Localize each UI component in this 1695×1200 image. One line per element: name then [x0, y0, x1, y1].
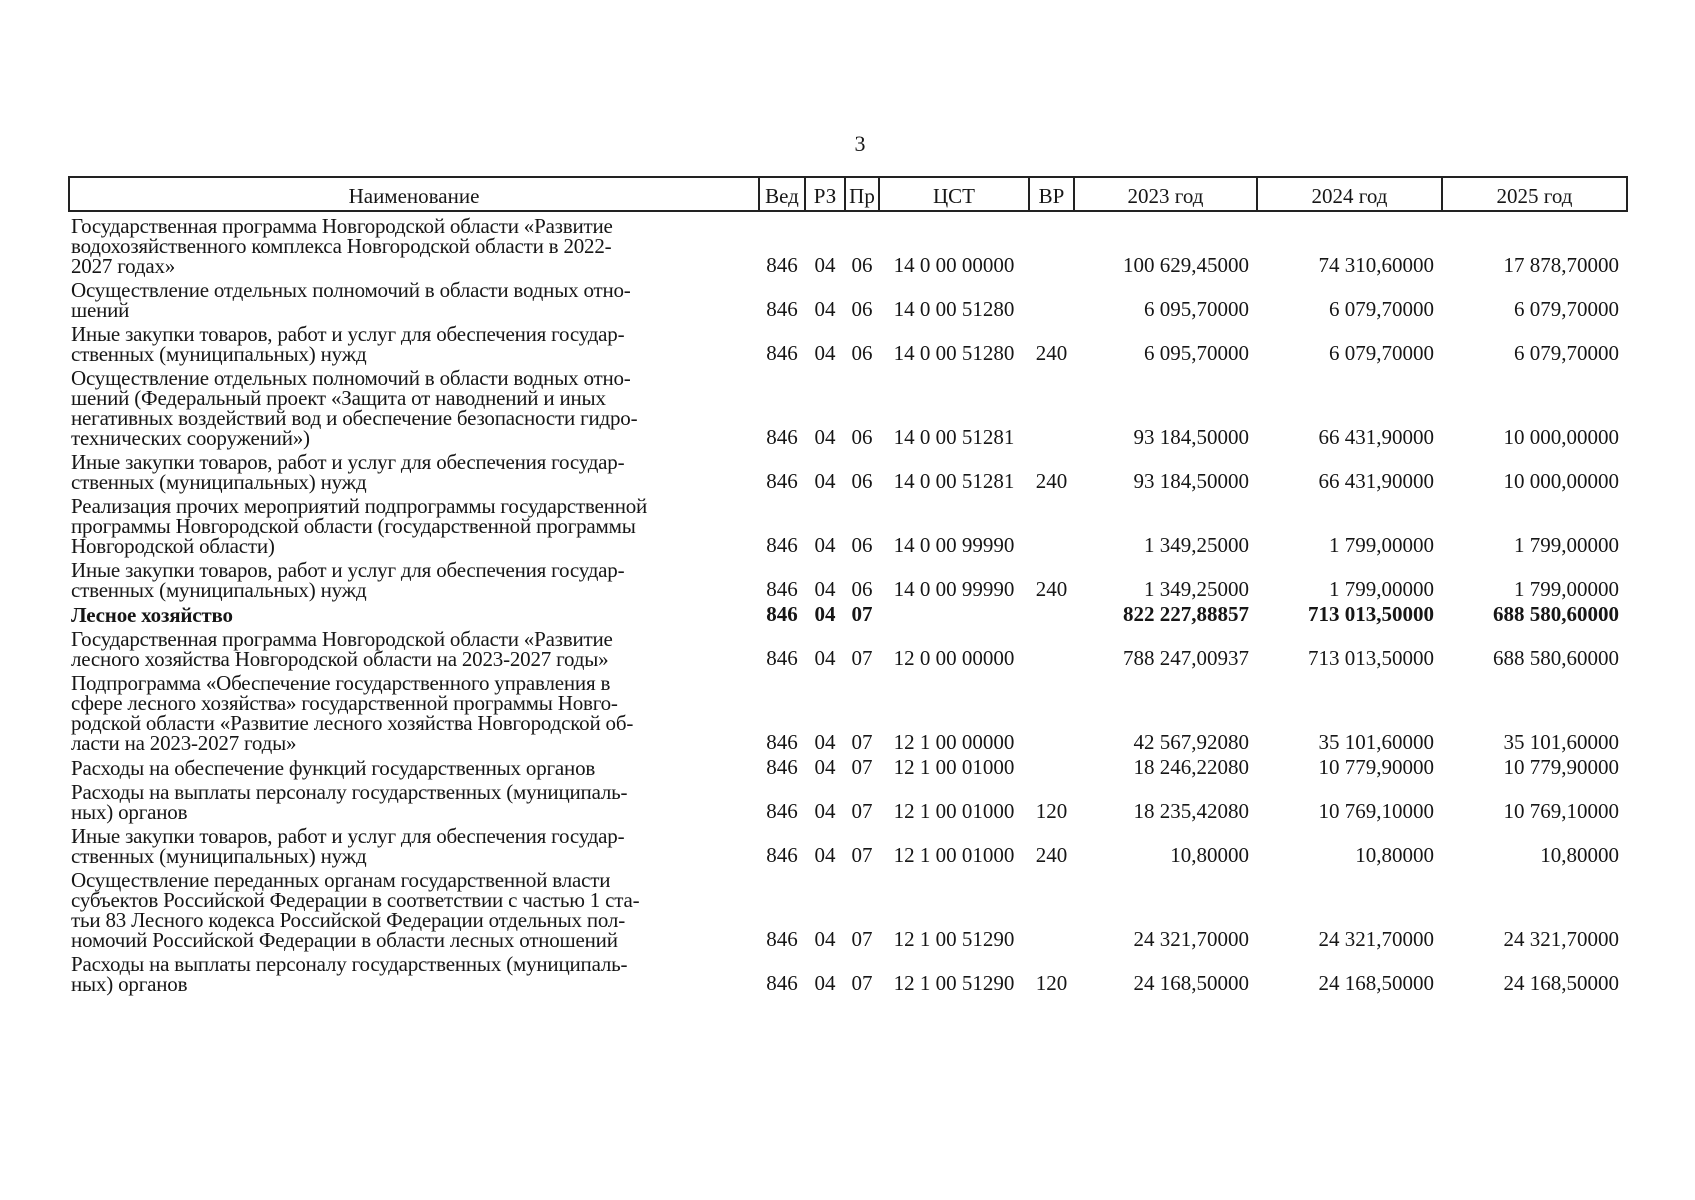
header-rz: РЗ	[805, 177, 845, 211]
cell-2024: 713 013,50000	[1308, 646, 1434, 670]
row-name-line: Иные закупки товаров, работ и услуг для обеспечения государ-	[71, 450, 625, 474]
row-name	[69, 600, 759, 625]
cell-2024: 6 079,70000	[1329, 341, 1434, 365]
cell-rz: 04	[814, 297, 836, 321]
cell-pr: 07	[851, 602, 873, 626]
row-name-line: программы Новгородской области (государственной программы	[71, 514, 636, 538]
cell-2025: 10,80000	[1540, 843, 1619, 867]
cell-2023: 6 095,70000	[1144, 297, 1249, 321]
row-name-line: Новгородской области)	[71, 534, 275, 558]
cell-2023: 24 321,70000	[1133, 927, 1249, 951]
cell-ved: 846	[766, 533, 798, 557]
row-name-line: ных) органов	[71, 800, 188, 824]
cell-2023: 18 235,42080	[1133, 799, 1249, 823]
cell-ved: 846	[766, 799, 798, 823]
cell-cst: 14 0 00 99990	[893, 533, 1015, 557]
table-row	[69, 211, 1627, 276]
cell-2025: 10 000,00000	[1503, 469, 1619, 493]
row-name-line: Государственная программа Новгородской области «Развитие	[71, 214, 613, 238]
cell-2023: 24 168,50000	[1133, 971, 1249, 995]
cell-ved: 846	[766, 469, 798, 493]
header-2024: 2024 год	[1257, 177, 1442, 211]
cell-rz: 04	[814, 730, 836, 754]
cell-2025: 6 079,70000	[1514, 341, 1619, 365]
cell-pr: 06	[851, 297, 873, 321]
cell-rz: 04	[814, 602, 836, 626]
row-name-line: номочий Российской Федерации в области лесных отношений	[71, 928, 618, 952]
cell-2025: 1 799,00000	[1514, 533, 1619, 557]
cell-vr	[1029, 600, 1074, 625]
cell-2023: 42 567,92080	[1133, 730, 1249, 754]
header-vr: ВР	[1029, 177, 1074, 211]
row-name-line: сфере лесного хозяйства» государственной программы Новго-	[71, 691, 618, 715]
cell-2023: 1 349,25000	[1144, 577, 1249, 601]
budget-table	[68, 176, 1628, 994]
cell-2024: 24 321,70000	[1318, 927, 1434, 951]
cell-vr: 240	[1035, 577, 1068, 601]
header-pr: Пр	[845, 177, 879, 211]
cell-cst: 12 1 00 01000	[893, 843, 1015, 867]
cell-2023: 10,80000	[1170, 843, 1249, 867]
page-number: 3	[854, 131, 866, 156]
row-name-line: Иные закупки товаров, работ и услуг для обеспечения государ-	[71, 558, 625, 582]
cell-pr: 07	[851, 755, 873, 779]
row-name-line: Осуществление отдельных полномочий в области водных отно-	[71, 366, 631, 390]
row-name-line: ственных (муниципальных) нужд	[71, 578, 367, 602]
row-name	[69, 669, 759, 753]
cell-2025: 688 580,60000	[1493, 602, 1619, 626]
cell-2025: 6 079,70000	[1514, 297, 1619, 321]
row-name-line: ласти на 2023-2027 годы»	[71, 731, 297, 755]
cell-ved: 846	[766, 341, 798, 365]
cell-cst: 14 0 00 51281	[893, 469, 1015, 493]
cell-2024: 10 769,10000	[1318, 799, 1434, 823]
cell-2024: 74 310,60000	[1318, 253, 1434, 277]
row-name	[69, 320, 759, 364]
cell-2023: 1 349,25000	[1144, 533, 1249, 557]
cell-cst: 14 0 00 51280	[893, 297, 1015, 321]
cell-rz: 04	[814, 799, 836, 823]
row-name	[69, 364, 759, 448]
cell-vr	[1029, 211, 1074, 276]
cell-rz: 04	[814, 469, 836, 493]
cell-rz: 04	[814, 253, 836, 277]
cell-pr: 06	[851, 577, 873, 601]
row-name-line: Осуществление переданных органам государственной власти	[71, 868, 611, 892]
cell-2025: 10 769,10000	[1503, 799, 1619, 823]
cell-2023: 788 247,00937	[1123, 646, 1249, 670]
row-name-line: Подпрограмма «Обеспечение государственного управления в	[71, 671, 611, 695]
header-2025: 2025 год	[1442, 177, 1627, 211]
cell-pr: 07	[851, 843, 873, 867]
cell-rz: 04	[814, 425, 836, 449]
table-header	[69, 177, 1627, 211]
cell-pr: 07	[851, 927, 873, 951]
table-row	[69, 600, 1627, 625]
table-row	[69, 866, 1627, 950]
cell-pr: 07	[851, 799, 873, 823]
row-name-line: негативных воздействий вод и обеспечение безопасности гидро-	[71, 406, 638, 430]
table-row	[69, 276, 1627, 320]
cell-2024: 24 168,50000	[1318, 971, 1434, 995]
cell-2025: 10 000,00000	[1503, 425, 1619, 449]
table-row	[69, 822, 1627, 866]
cell-pr: 06	[851, 533, 873, 557]
cell-ved: 846	[766, 971, 798, 995]
row-name-line: шений	[71, 298, 130, 322]
cell-2024: 1 799,00000	[1329, 577, 1434, 601]
row-name	[69, 778, 759, 822]
cell-ved: 846	[766, 297, 798, 321]
cell-2023: 18 246,22080	[1133, 755, 1249, 779]
header-2023: 2023 год	[1074, 177, 1257, 211]
cell-2025: 17 878,70000	[1503, 253, 1619, 277]
table-body	[69, 211, 1627, 994]
cell-2024: 10 779,90000	[1318, 755, 1434, 779]
cell-vr	[1029, 866, 1074, 950]
cell-2024: 713 013,50000	[1308, 602, 1434, 626]
cell-cst: 12 0 00 00000	[893, 646, 1015, 670]
row-name-line: родской области «Развитие лесного хозяйства Новгородской об-	[71, 711, 634, 735]
cell-2024: 66 431,90000	[1318, 469, 1434, 493]
cell-ved: 846	[766, 602, 798, 626]
cell-cst: 12 1 00 51290	[893, 971, 1015, 995]
row-name-line: технических сооружений»)	[71, 426, 310, 450]
row-name	[69, 556, 759, 600]
row-name	[69, 753, 759, 778]
row-name-line: Расходы на выплаты персоналу государственных (муниципаль-	[71, 780, 628, 804]
cell-pr: 06	[851, 469, 873, 493]
row-name-line: Расходы на выплаты персоналу государственных (муниципаль-	[71, 952, 628, 976]
cell-cst: 14 0 00 51280	[893, 341, 1015, 365]
table-row	[69, 364, 1627, 448]
row-name-line: ственных (муниципальных) нужд	[71, 844, 367, 868]
cell-2023: 100 629,45000	[1123, 253, 1249, 277]
row-name-line: ственных (муниципальных) нужд	[71, 342, 367, 366]
cell-2024: 10,80000	[1355, 843, 1434, 867]
row-name-line: 2027 годах»	[71, 254, 176, 278]
cell-rz: 04	[814, 646, 836, 670]
cell-rz: 04	[814, 971, 836, 995]
row-name-line: лесного хозяйства Новгородской области на 2023-2027 годы»	[71, 647, 609, 671]
cell-cst: 12 1 00 00000	[893, 730, 1015, 754]
cell-cst: 14 0 00 00000	[893, 253, 1015, 277]
row-name-line: шений (Федеральный проект «Защита от наводнений и иных	[71, 386, 606, 410]
row-name-line: субъектов Российской Федерации в соответствии с частью 1 ста-	[71, 888, 640, 912]
table-row	[69, 625, 1627, 669]
cell-pr: 07	[851, 971, 873, 995]
row-name	[69, 448, 759, 492]
row-name-line: ных) органов	[71, 972, 188, 996]
cell-cst	[879, 600, 1029, 625]
cell-vr	[1029, 276, 1074, 320]
table-row	[69, 950, 1627, 994]
cell-rz: 04	[814, 577, 836, 601]
cell-2023: 93 184,50000	[1133, 469, 1249, 493]
header-cst: ЦСТ	[879, 177, 1029, 211]
row-name-line: Государственная программа Новгородской области «Развитие	[71, 627, 613, 651]
row-name	[69, 625, 759, 669]
cell-ved: 846	[766, 646, 798, 670]
row-name	[69, 211, 759, 276]
cell-cst: 12 1 00 01000	[893, 799, 1015, 823]
cell-vr: 240	[1035, 843, 1068, 867]
cell-pr: 06	[851, 425, 873, 449]
cell-vr	[1029, 753, 1074, 778]
cell-2024: 1 799,00000	[1329, 533, 1434, 557]
cell-ved: 846	[766, 425, 798, 449]
row-name	[69, 950, 759, 994]
cell-2025: 10 779,90000	[1503, 755, 1619, 779]
table-row	[69, 556, 1627, 600]
row-name-line: Иные закупки товаров, работ и услуг для обеспечения государ-	[71, 322, 625, 346]
cell-pr: 07	[851, 646, 873, 670]
cell-rz: 04	[814, 341, 836, 365]
cell-2025: 24 321,70000	[1503, 927, 1619, 951]
cell-2023: 822 227,88857	[1123, 602, 1249, 626]
cell-rz: 04	[814, 927, 836, 951]
cell-ved: 846	[766, 730, 798, 754]
table-row	[69, 669, 1627, 753]
row-name	[69, 866, 759, 950]
header-ved: Вед	[759, 177, 805, 211]
cell-vr	[1029, 669, 1074, 753]
row-name	[69, 276, 759, 320]
cell-vr	[1029, 625, 1074, 669]
table-row	[69, 778, 1627, 822]
cell-cst: 12 1 00 51290	[893, 927, 1015, 951]
cell-vr	[1029, 364, 1074, 448]
cell-2024: 6 079,70000	[1329, 297, 1434, 321]
row-name-line: водохозяйственного комплекса Новгородской области в 2022-	[71, 234, 612, 258]
cell-vr: 240	[1035, 469, 1068, 493]
cell-2023: 6 095,70000	[1144, 341, 1249, 365]
row-name-line: тьи 83 Лесного кодекса Российской Федерации отдельных пол-	[71, 908, 625, 932]
cell-ved: 846	[766, 755, 798, 779]
table-row	[69, 492, 1627, 556]
table-row	[69, 753, 1627, 778]
cell-cst: 14 0 00 51281	[893, 425, 1015, 449]
row-name-line: Иные закупки товаров, работ и услуг для обеспечения государ-	[71, 824, 625, 848]
table-row	[69, 448, 1627, 492]
cell-2024: 66 431,90000	[1318, 425, 1434, 449]
cell-vr: 120	[1035, 799, 1068, 823]
cell-rz: 04	[814, 533, 836, 557]
cell-rz: 04	[814, 843, 836, 867]
row-name	[69, 492, 759, 556]
cell-rz: 04	[814, 755, 836, 779]
cell-ved: 846	[766, 253, 798, 277]
row-name-line: ственных (муниципальных) нужд	[71, 470, 367, 494]
cell-2025: 24 168,50000	[1503, 971, 1619, 995]
cell-pr: 06	[851, 253, 873, 277]
cell-pr: 06	[851, 341, 873, 365]
cell-cst: 14 0 00 99990	[893, 577, 1015, 601]
cell-2025: 1 799,00000	[1514, 577, 1619, 601]
table-row	[69, 320, 1627, 364]
cell-pr: 07	[851, 730, 873, 754]
cell-2023: 93 184,50000	[1133, 425, 1249, 449]
row-name-line: Лесное хозяйство	[71, 603, 233, 627]
row-name-line: Осуществление отдельных полномочий в области водных отно-	[71, 278, 631, 302]
row-name-line: Расходы на обеспечение функций государственных органов	[71, 756, 596, 780]
cell-vr: 240	[1035, 341, 1068, 365]
cell-2025: 688 580,60000	[1493, 646, 1619, 670]
cell-vr	[1029, 492, 1074, 556]
cell-2024: 35 101,60000	[1318, 730, 1434, 754]
cell-2025: 35 101,60000	[1503, 730, 1619, 754]
cell-ved: 846	[766, 843, 798, 867]
cell-vr: 120	[1035, 971, 1068, 995]
row-name-line: Реализация прочих мероприятий подпрограммы государственной	[71, 494, 648, 518]
cell-cst: 12 1 00 01000	[893, 755, 1015, 779]
row-name	[69, 822, 759, 866]
cell-ved: 846	[766, 927, 798, 951]
cell-ved: 846	[766, 577, 798, 601]
header-name: Наименование	[69, 177, 759, 211]
